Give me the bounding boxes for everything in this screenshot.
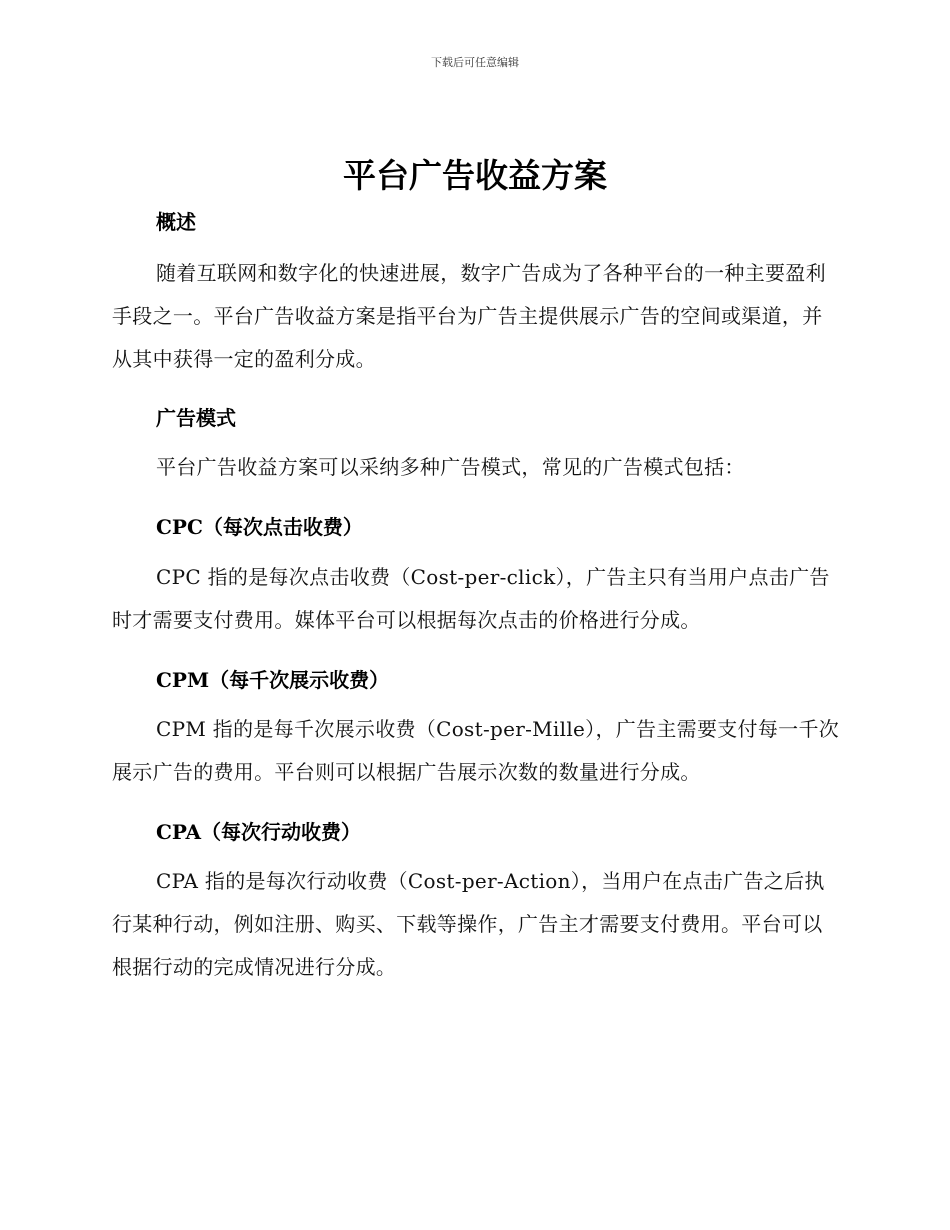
paragraph-ad-models: 平台广告收益方案可以采纳多种广告模式，常见的广告模式包括： [156, 455, 745, 479]
paragraph-overview: 随着互联网和数字化的快速进展，数字广告成为了各种平台的一种主要盈利手段之一。平台广告收益方案是指平台为广告主提供展示广告的空间或渠道，并从其中获得一定的盈利分成。 [112, 261, 826, 371]
section-body-cpm [112, 708, 842, 794]
section-heading-cpa: CPA（每次行动收费） [156, 820, 362, 844]
section-body-overview [112, 252, 842, 381]
section-heading-overview: 概述 [156, 210, 196, 234]
section-heading-cpc: CPC（每次点击收费） [156, 515, 363, 539]
header-note: 下载后可任意编辑 [431, 56, 519, 69]
page-title: 平台广告收益方案 [343, 156, 607, 195]
section-body-cpa [112, 860, 842, 989]
section-body-ad-models [112, 446, 842, 489]
section-heading-cpm: CPM（每千次展示收费） [156, 668, 390, 692]
paragraph-cpa: CPA 指的是每次行动收费（Cost-per-Action），当用户在点击广告之后执行某种行动，例如注册、购买、下载等操作，广告主才需要支付费用。平台可以根据行动的完成情况进行分成。 [112, 869, 825, 979]
paragraph-cpc: CPC 指的是每次点击收费（Cost-per-click），广告主只有当用户点击广告时才需要支付费用。媒体平台可以根据每次点击的价格进行分成。 [112, 565, 830, 632]
paragraph-cpm: CPM 指的是每千次展示收费（Cost-per-Mille），广告主需要支付每一千次展示广告的费用。平台则可以根据广告展示次数的数量进行分成。 [112, 717, 840, 784]
section-heading-ad-models: 广告模式 [156, 406, 236, 430]
section-body-cpc [112, 556, 842, 642]
